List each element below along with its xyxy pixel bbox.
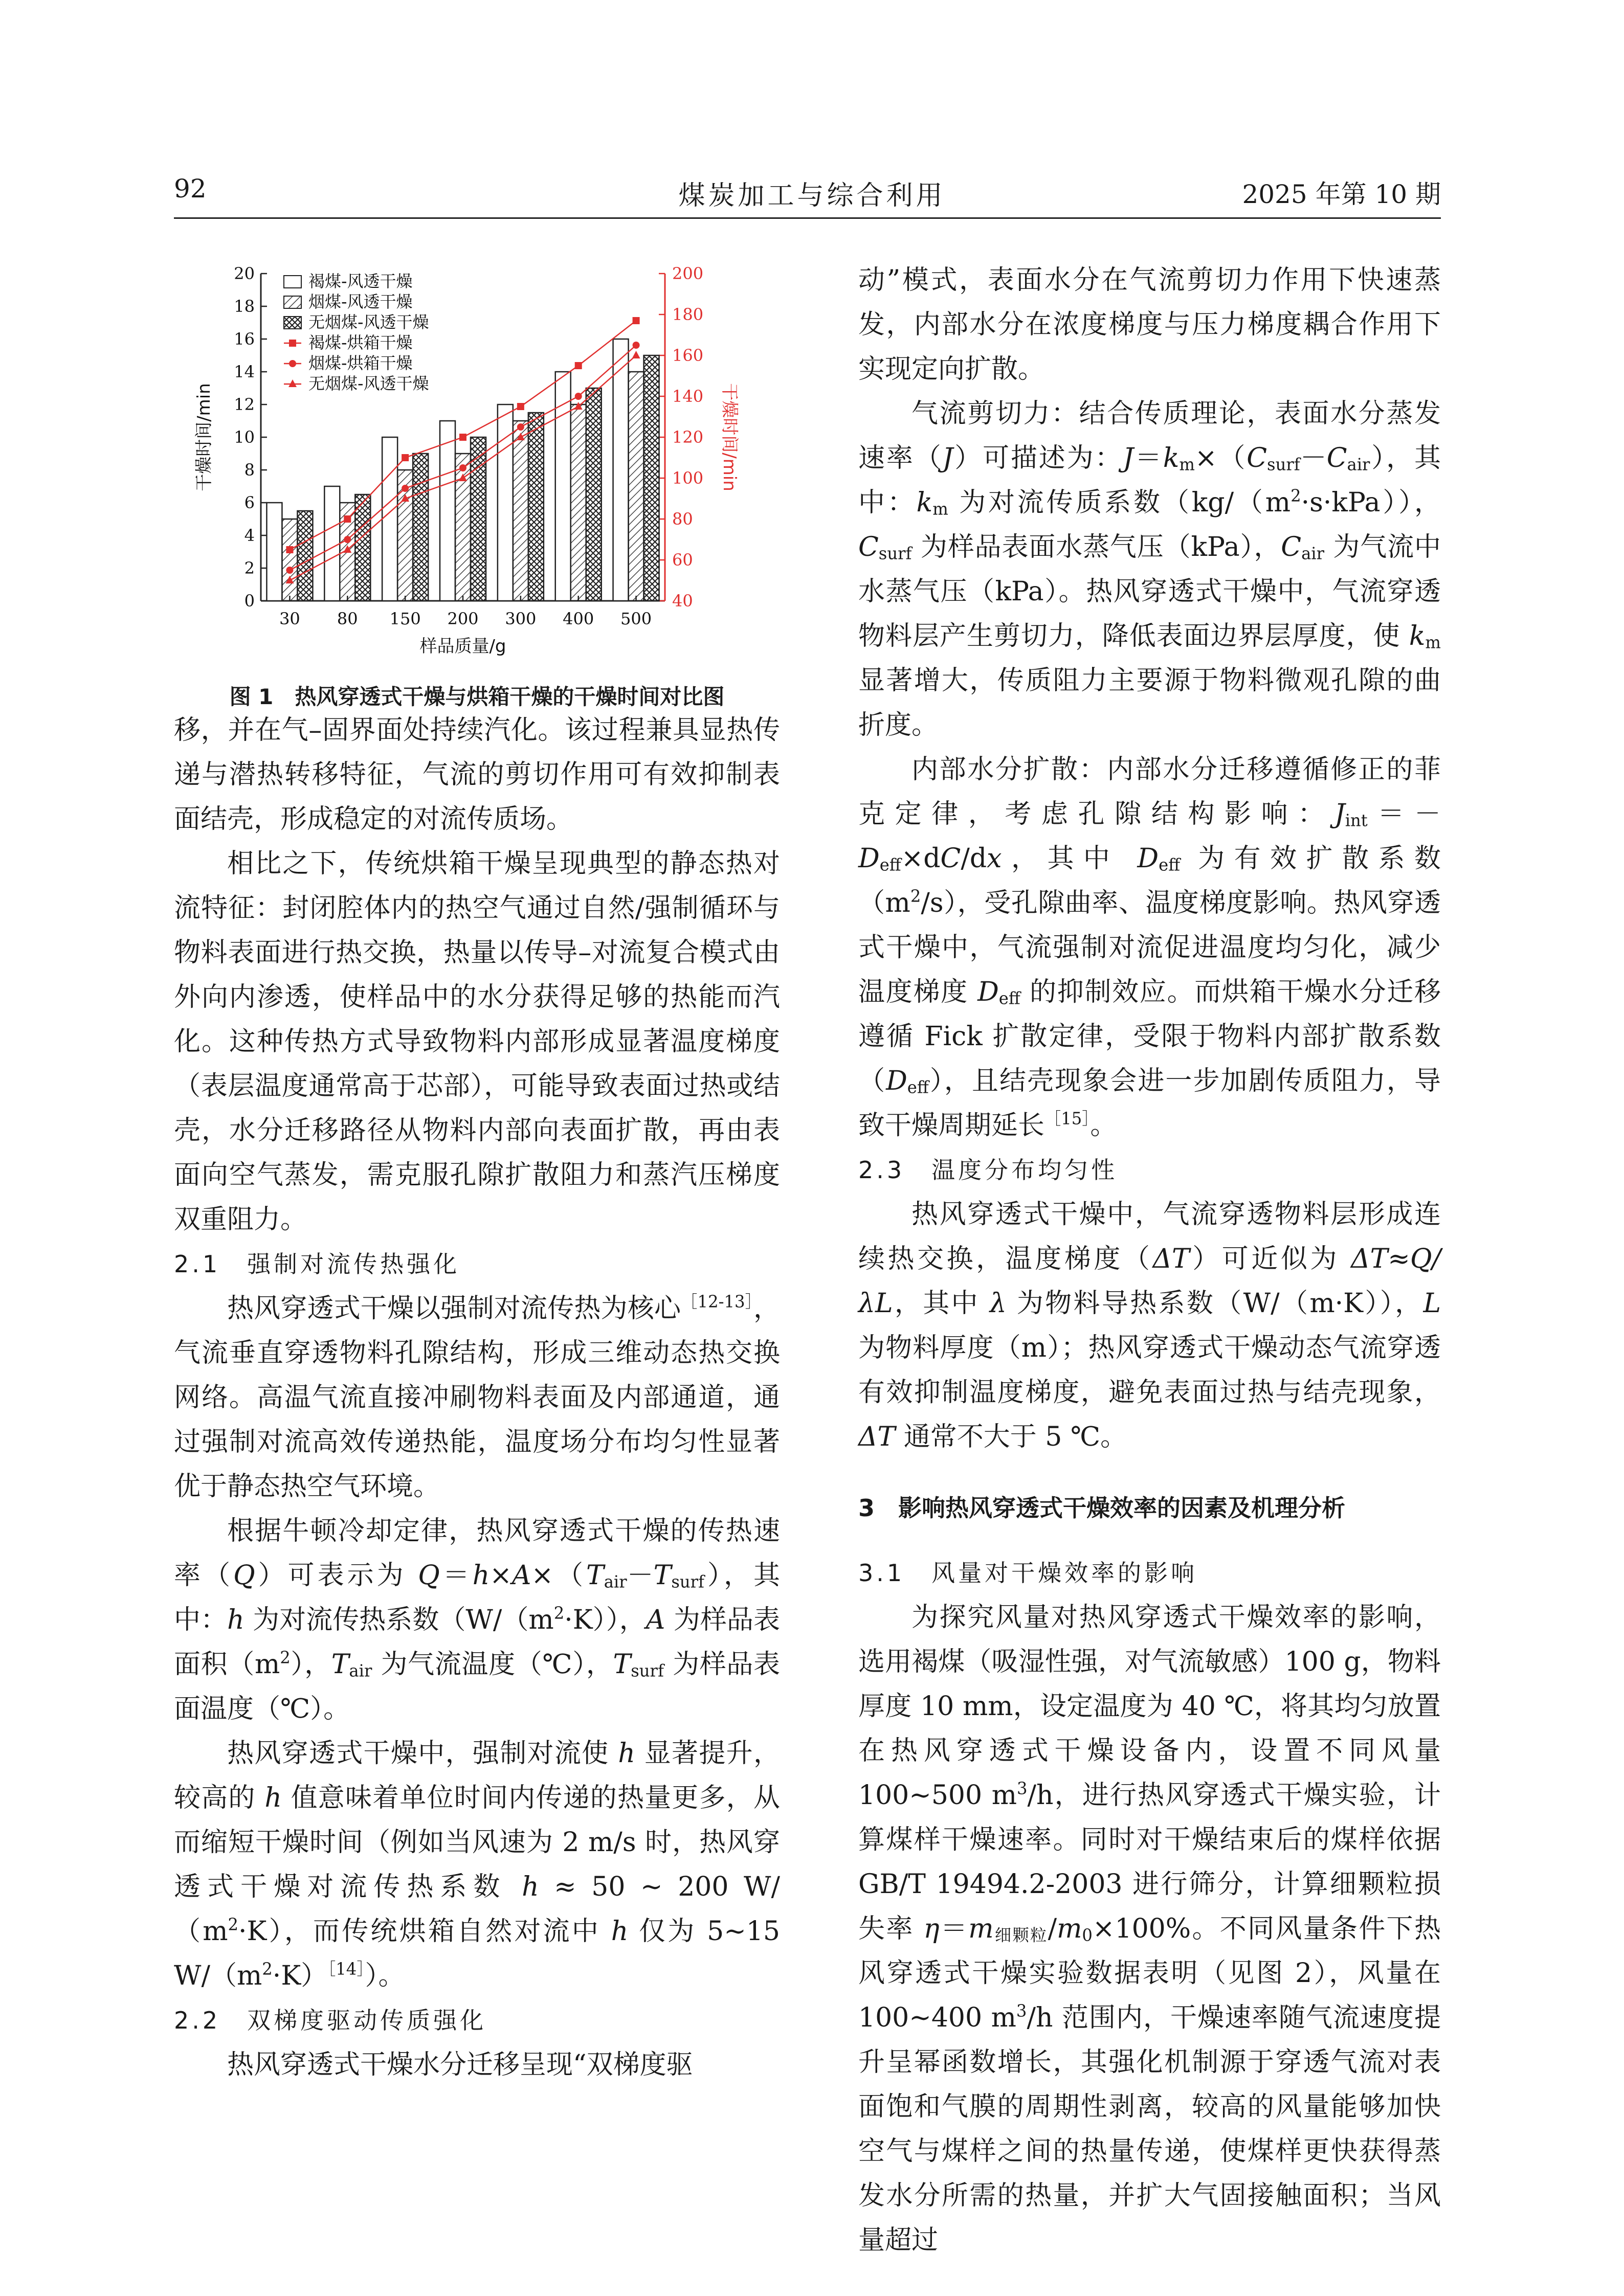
legend-label: 褐煤-风透干燥 bbox=[308, 272, 413, 291]
left-column bbox=[174, 708, 780, 2087]
paragraph-diffusion: 内部水分扩散：内部水分迁移遵循修正的菲克定律，考虑孔隙结构影响：$J_{int}=-D_{eff}\times dC/dx$，其中 $D_{eff}$ 为有效扩散系数$(m^2/s)$，受孔隙曲率、温度梯度影响。热风穿透式干燥中，气流强制对流促进温度均匀化，减少温度梯度 $D_{eff}$ 的抑制效应。而烘箱干燥水分迁移遵循 Fick 扩散定律，受限于物料内部扩散系数$(D_{eff})$，且结壳现象会进一步加剧传质阻力，导致干燥周期延长$^{[15]}$。 bbox=[858, 754, 1441, 1141]
y2-tick-label: 60 bbox=[672, 550, 693, 570]
bar bbox=[297, 511, 313, 601]
journal-title: 煤炭加工与综合利用 bbox=[678, 181, 946, 211]
legend-label: 褐煤-烘箱干燥 bbox=[308, 333, 413, 352]
bar bbox=[613, 339, 629, 601]
page-number: 92 bbox=[174, 174, 207, 204]
bar bbox=[440, 421, 455, 601]
paragraph: 热风穿透式干燥水分迁移呈现“双梯度驱 bbox=[227, 2050, 693, 2080]
x-tick-label: 150 bbox=[389, 609, 421, 628]
header-rule bbox=[174, 217, 1441, 219]
x-tick-label: 400 bbox=[563, 609, 594, 628]
y-tick-label: 8 bbox=[244, 460, 255, 480]
citation: ［12-13］ bbox=[681, 1292, 753, 1312]
section-heading-2-3: 2.3 温度分布均匀性 bbox=[858, 1156, 1118, 1184]
data-point bbox=[633, 317, 640, 324]
y2-tick-label: 80 bbox=[672, 509, 693, 529]
y2-axis-label: 干燥时间/min bbox=[719, 383, 740, 491]
y2-tick-label: 200 bbox=[672, 264, 704, 283]
paragraph-shear: 气流剪切力：结合传质理论，表面水分蒸发速率（J）可描述为：$J=k_m\times(C_{surf}-C_{air})$，其中：$k_m$ 为对流传质系数$(kg/(m^2\cdot s\cdot kPa))$，$C_{surf}$ 为样品表面水蒸气压（kPa），$C_{air}$ 为气流中水蒸气压（kPa）。热风穿透式干燥中，气流穿透物料层产生剪切力，降低表面边界层厚度，使 $k_m$ 显著增大，传质阻力主要源于物料微观孔隙的曲折度。 bbox=[858, 398, 1441, 740]
paragraph: 动”模式，表面水分在气流剪切力作用下快速蒸发，内部水分在浓度梯度与压力梯度耦合作用下实现定向扩散。 bbox=[858, 265, 1441, 385]
figure-1-caption: 图 1 热风穿透式干燥与烘箱干燥的干燥时间对比图 bbox=[229, 684, 725, 709]
y-tick-label: 12 bbox=[234, 395, 255, 414]
bar bbox=[644, 355, 659, 601]
citation: ［14］ bbox=[327, 1959, 365, 1979]
data-point bbox=[402, 454, 409, 461]
data-point bbox=[459, 464, 466, 471]
bar bbox=[324, 486, 340, 601]
y2-tick-label: 180 bbox=[672, 305, 704, 324]
y-tick-label: 20 bbox=[234, 264, 255, 283]
paragraph: 热风穿透式干燥以强制对流传热为核心$^{[12-13]}$，气流垂直穿透物料孔隙结构，形成三维动态热交换网络。高温气流直接冲刷物料表面及内部通道，通过强制对流高效传递热能，温度场分布均匀性显著优于静态热空气环境。 bbox=[174, 1292, 780, 1502]
legend-label: 烟煤-烘箱干燥 bbox=[308, 353, 413, 373]
bar bbox=[555, 372, 571, 601]
data-point bbox=[633, 342, 640, 349]
legend-marker bbox=[288, 379, 297, 387]
y2-tick-label: 40 bbox=[672, 591, 693, 611]
legend-label: 无烟煤-风透干燥 bbox=[308, 312, 429, 332]
y-tick-label: 2 bbox=[244, 558, 255, 578]
y-tick-label: 14 bbox=[234, 362, 255, 381]
paragraph-airflow: 为探究风量对热风穿透式干燥效率的影响，选用褐煤（吸湿性强，对气流敏感）100 g，物料厚度 10 mm，设定温度为 40 ℃，将其均匀放置在热风穿透式干燥设备内，设置不同风量 100~500 $m^3/h$，进行热风穿透式干燥实验，计算煤样干燥速率。同时对干燥结束后的煤样依据 GB/T 19494.2-2003 进行筛分，计算细颗粒损失率 $\eta=m_{细颗粒}/m_0\times 100\%$。不同风量条件下热风穿透式干燥实验数据表明（见图 2），风量在 100~400 $m^3/h$ 范围内，干燥速率随气流速度提升呈幂函数增长，其强化机制源于穿透气流对表面饱和气膜的周期性剥离，较高的风量能够加快空气与煤样之间的热量传递，使煤样更快获得蒸发水分所需的热量，并扩大气固接触面积；当风量超过 bbox=[858, 1602, 1441, 2256]
legend-label: 烟煤-风透干燥 bbox=[308, 292, 413, 311]
bar bbox=[586, 388, 602, 601]
paragraph: 移，并在气–固界面处持续汽化。该过程兼具显热传递与潜热转移特征，气流的剪切作用可有效抑制表面结壳，形成稳定的对流传质场。 bbox=[174, 715, 780, 835]
bar bbox=[471, 437, 486, 601]
bar bbox=[266, 503, 282, 601]
y2-tick-label: 160 bbox=[672, 346, 704, 365]
y-tick-label: 16 bbox=[234, 329, 255, 349]
data-point bbox=[517, 403, 524, 410]
bar bbox=[355, 494, 370, 601]
y2-tick-label: 120 bbox=[672, 427, 704, 447]
y2-tick-label: 100 bbox=[672, 468, 704, 488]
y-tick-label: 10 bbox=[234, 427, 255, 447]
data-point bbox=[575, 393, 582, 400]
bar bbox=[413, 454, 428, 601]
legend-label: 无烟煤-风透干燥 bbox=[308, 374, 429, 393]
data-point bbox=[575, 362, 582, 369]
issue-label: 2025 年第 10 期 bbox=[1242, 179, 1441, 209]
x-tick-label: 300 bbox=[505, 609, 537, 628]
legend-swatch bbox=[284, 276, 301, 288]
paragraph-newton-cooling: 根据牛顿冷却定律，热风穿透式干燥的传热速率（Q）可表示为 $Q=h\times A\times(T_{air}-T_{surf})$，其中：h 为对流传热系数$(W/(m^2\cdot K))$，A 为样品表面积$(m^2)$，$T_{air}$ 为气流温度（℃），$T_{surf}$ 为样品表面温度（℃）。 bbox=[174, 1516, 781, 1724]
citation: ［15］ bbox=[1044, 1109, 1091, 1129]
data-point bbox=[632, 351, 640, 358]
y-tick-label: 6 bbox=[244, 493, 255, 512]
x-tick-label: 30 bbox=[279, 609, 300, 628]
paragraph: 相比之下，传统烘箱干燥呈现典型的静态热对流特征：封闭腔体内的热空气通过自然/强制循环与物料表面进行热交换，热量以传导–对流复合模式由外向内渗透，使样品中的水分获得足够的热能而汽化。这种传热方式导致物料内部形成显著温度梯度（表层温度通常高于芯部），可能导致表面过热或结壳，水分迁移路径从物料内部向表面扩散，再由表面向空气蒸发，需克服孔隙扩散阻力和蒸汽压梯度双重阻力。 bbox=[174, 848, 780, 1235]
x-tick-label: 200 bbox=[447, 609, 479, 628]
paragraph-convection: 热风穿透式干燥中，强制对流使 h 显著提升，较高的 h 值意味着单位时间内传递的热量更多，从而缩短干燥时间（例如当风速为 2 m/s 时，热风穿透式干燥对流传热系数 h ≈ 50 ~ 200 $W/(m^2\cdot K)$，而传统烘箱自然对流中 h 仅为 5~15 $W/(m^2\cdot K)^{[14]}$）。 bbox=[174, 1738, 781, 1991]
data-point bbox=[344, 536, 351, 543]
data-point bbox=[402, 485, 409, 492]
x-tick-label: 500 bbox=[620, 609, 652, 628]
paragraph-temperature: 热风穿透式干燥中，气流穿透物料层形成连续热交换，温度梯度（ΔT）可近似为 ΔT≈Q/λL，其中 λ 为物料导热系数（W/（m·K）），L 为物料厚度（m）；热风穿透式干燥动态气流穿透有效抑制温度梯度，避免表面过热与结壳现象，ΔT 通常不大于 5 ℃。 bbox=[858, 1199, 1441, 1452]
y-axis-label: 干燥时间/min bbox=[194, 383, 214, 491]
data-point bbox=[286, 546, 293, 553]
y-tick-label: 4 bbox=[244, 526, 255, 545]
section-heading-2-2: 2.2 双梯度驱动传质强化 bbox=[174, 2007, 487, 2034]
data-point bbox=[459, 434, 466, 441]
legend-swatch bbox=[284, 317, 301, 329]
section-heading-3: 3 影响热风穿透式干燥效率的因素及机理分析 bbox=[858, 1494, 1346, 1522]
x-tick-label: 80 bbox=[337, 609, 358, 628]
bar bbox=[282, 519, 297, 601]
bar bbox=[629, 372, 644, 601]
figure-1-chart bbox=[174, 263, 780, 672]
bar bbox=[528, 413, 544, 601]
right-column bbox=[858, 258, 1441, 2263]
section-heading-3-1: 3.1 风量对干燥效率的影响 bbox=[858, 1559, 1198, 1587]
data-point bbox=[517, 423, 524, 431]
data-point bbox=[286, 567, 293, 574]
bar bbox=[571, 404, 586, 601]
data-point bbox=[344, 515, 351, 523]
bar bbox=[382, 437, 397, 601]
x-axis-label: 样品质量/g bbox=[419, 636, 506, 657]
section-heading-2-1: 2.1 强制对流传热强化 bbox=[174, 1250, 460, 1278]
legend-swatch bbox=[284, 296, 301, 308]
legend-marker bbox=[289, 340, 296, 347]
y2-tick-label: 140 bbox=[672, 387, 704, 406]
y-tick-label: 0 bbox=[244, 591, 255, 611]
bar bbox=[513, 421, 528, 601]
y-tick-label: 18 bbox=[234, 297, 255, 316]
legend-marker bbox=[289, 360, 296, 367]
